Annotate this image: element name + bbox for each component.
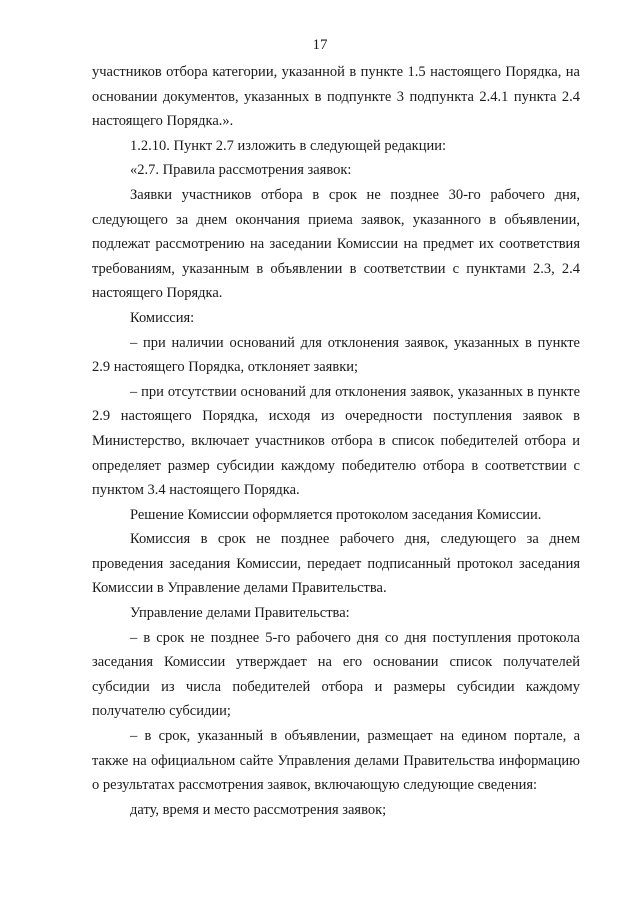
paragraph-amendment-1-2-10: 1.2.10. Пункт 2.7 изложить в следующей редакции: [130, 137, 447, 154]
paragraph-commission: Комиссия: [130, 309, 195, 326]
paragraph-section-2-7-heading: «2.7. Правила рассмотрения заявок: [130, 162, 352, 179]
paragraph-administration: Управление делами Правительства: [130, 605, 350, 622]
paragraph-date-time-place: дату, время и место рассмотрения заявок; [130, 801, 387, 818]
list-item-reject: – при наличии оснований для отклонения заявок, указанных в пункте 2.9 настоящего Порядка, отклоняет заявки; [92, 334, 580, 376]
document-body [92, 60, 580, 822]
list-item-include-winners: – при отсутствии оснований для отклонения заявок, указанных в пункте 2.9 настоящего Порядка, исходя из очередности поступления заявок в Министерство, включает участников отбора в список победителей отбора и определяет размер субсидии каждому победителю отбора в соответствии с пунктом 3.4 настоящего Порядка. [92, 383, 580, 499]
paragraph-continuation: участников отбора категории, указанной в пункте 1.5 настоящего Порядка, на основании документов, указанных в подпункте 3 подпункта 2.4.1 пункта 2.4 настоящего Порядка.». [92, 64, 580, 130]
list-item-publish-results: – в срок, указанный в объявлении, размещает на едином портале, а также на официальном сайте Управления делами Правительства информацию о результатах рассмотрения заявок, включающую следующие сведения: [92, 728, 580, 794]
paragraph-protocol: Решение Комиссии оформляется протоколом заседания Комиссии. [130, 506, 542, 523]
page-number: 17 [312, 37, 328, 53]
paragraph-protocol-transfer: Комиссия в срок не позднее рабочего дня, следующего за днем проведения заседания Комиссии, передает подписанный протокол заседания Комиссии в Управление делами Правительства. [92, 531, 580, 597]
list-item-approve-list: – в срок не позднее 5-го рабочего дня со дня поступления протокола заседания Комиссии утверждает на его основании список получателей субсидии из числа победителей отбора и размеры субсидии каждому получателю субсидии; [92, 629, 580, 720]
paragraph-review-deadline: Заявки участников отбора в срок не позднее 30-го рабочего дня, следующего за днем окончания приема заявок, указанного в объявлении, подлежат рассмотрению на заседании Комиссии на предмет их соответствия требованиям, указанным в объявлении в соответствии с пунктами 2.3, 2.4 настоящего Порядка. [92, 186, 580, 302]
